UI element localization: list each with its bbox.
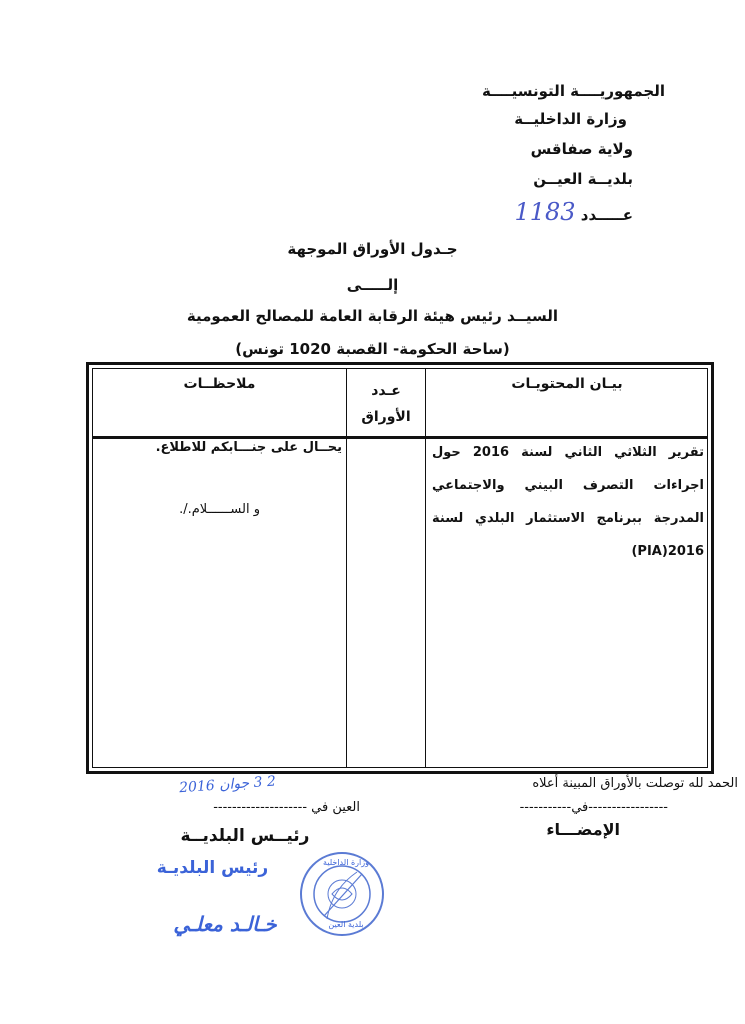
addressee-prefix: إلـــــى bbox=[346, 276, 399, 294]
addressee-name: السيــد رئيس هيئة الرقابة العامة للمصالح العمومية bbox=[186, 307, 559, 325]
notes-cell-line1: يحــال على جنـــابكم للاطلاع. bbox=[155, 440, 342, 455]
notes-cell-line2: و الســــــلام./. bbox=[179, 502, 260, 517]
number-label: عـــــدد bbox=[580, 206, 633, 224]
place-and-date-line: العين في -------------------- bbox=[213, 800, 360, 815]
reference-number bbox=[514, 198, 633, 226]
governorate-heading: ولاية صفاقس bbox=[530, 140, 633, 158]
header-notes: ملاحظــات bbox=[183, 376, 256, 392]
column-divider-right bbox=[425, 368, 426, 768]
signature-label: الإمضـــاء bbox=[546, 820, 620, 839]
addressee-address: (ساحة الحكومة- القصبة 1020 تونس) bbox=[235, 340, 510, 358]
signature-name: خـالـد معلـي bbox=[173, 912, 277, 936]
ministry-heading: وزارة الداخليــة bbox=[514, 110, 627, 128]
received-in-line: -----------------في----------- bbox=[519, 800, 668, 815]
number-value: 1183 bbox=[514, 198, 576, 226]
document-title: جـدول الأوراق الموجهة bbox=[287, 240, 458, 258]
seal-text-top: وزارة الداخلية bbox=[323, 858, 369, 867]
header-count-line2: الأوراق bbox=[361, 409, 411, 425]
contents-cell: تقرير الثلاثي الثاني لسنة 2016 حول اجراءات التصرف البيني والاجتماعي المدرجة ببرنامج الاستثمار البلدي لسنة 2016(PIA) bbox=[432, 445, 705, 559]
signature-role: رئيس البلديـة bbox=[156, 858, 269, 878]
handwritten-date: 2 3 جوان 2016 bbox=[178, 773, 277, 797]
seal-text-bottom: بلدية العين bbox=[328, 920, 364, 929]
president-title: رئيــس البلديــة bbox=[180, 826, 310, 846]
republic-heading: الجمهوريــــة التونسيــــة bbox=[482, 82, 665, 100]
municipality-heading: بلديــة العيــن bbox=[533, 170, 633, 188]
header-count-line1: عـدد bbox=[371, 383, 401, 399]
received-statement: الحمد لله توصلت بالأوراق المبينة أعلاه bbox=[532, 776, 738, 791]
header-contents: بيـان المحتويـات bbox=[511, 376, 623, 392]
header-count bbox=[347, 378, 425, 430]
